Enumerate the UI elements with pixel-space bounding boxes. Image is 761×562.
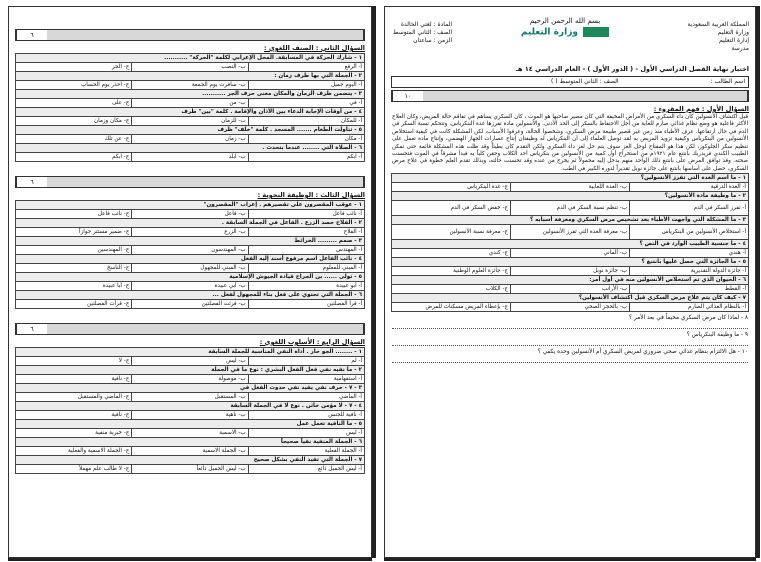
question-row [16, 126, 365, 135]
essay-questions [385, 315, 755, 363]
question-text: ٣ - صمم ......... الخرائط [16, 237, 365, 246]
answer-line[interactable] [392, 339, 748, 346]
question-text: ٤ - نائب الفاعل اسم مرفوع أسند إليه الفعل [16, 255, 365, 264]
question-text: ٦ - الجملة التي تحتوي على فعل بناء للمجهول لفعل ... [16, 291, 365, 300]
question-row [392, 192, 749, 201]
answer-choice-c[interactable]: ج- المهندسين [16, 246, 132, 255]
answer-choice-b[interactable]: ب- الأرانب [511, 285, 630, 294]
department-name: إدارة التعليم [719, 37, 749, 44]
answer-choice-c[interactable]: ج- الماضي والمستقبل [16, 393, 132, 402]
header-exam-info [393, 21, 452, 45]
answer-choice-b[interactable]: ب- أبي عبيدة [132, 282, 248, 291]
answer-row [16, 117, 365, 126]
answer-row [392, 249, 749, 258]
answer-choice-c[interactable]: ج- معرفة نسبة الأنسولين [392, 225, 511, 240]
score-value-2: ٦ [16, 30, 47, 40]
question-row [392, 258, 749, 267]
answer-choice-a[interactable]: أ- الماضي [248, 393, 364, 402]
answer-choice-b[interactable]: ب- جائزة نوبل [511, 267, 630, 276]
logo-icon [583, 27, 609, 37]
question-text: ٥ - تناولت الطعام ....... المسجد . كلمة "خلف" ظرف [16, 126, 365, 135]
answer-row [16, 264, 365, 273]
answer-choice-c[interactable]: ج- الناسخ [16, 264, 132, 273]
question-text: ٧ - الجملة التي تفيد النفي بشكل صحيح [16, 456, 365, 465]
answer-choice-c[interactable]: ج- الكلاب [392, 285, 511, 294]
question-row [392, 276, 749, 285]
score-box-4 [15, 323, 365, 335]
answer-choice-b[interactable]: ب- من [132, 99, 248, 108]
bismillah: بسم الله الرحمن الرحيم [529, 17, 601, 25]
answer-choice-c[interactable]: ج- ضمير مستتر جوازاً [16, 228, 132, 237]
answer-row [16, 465, 365, 474]
question-row [16, 366, 365, 375]
question-row [392, 240, 749, 249]
answer-choice-b[interactable]: ب- فاعل [132, 210, 248, 219]
question-text: ٣ - ما المشكلة التي واجهت الأطباء بعد تشخيص مرض السكري ومعرفة أسبابه ؟ [392, 216, 749, 225]
answer-choice-b[interactable]: ب- بالحجر الصحي [511, 303, 630, 312]
answer-choice-b[interactable]: ب- ابلد [132, 153, 248, 162]
question-row [16, 402, 365, 411]
exam-page-2 [8, 6, 372, 558]
answer-choice-a[interactable]: أ- مكان [248, 135, 364, 144]
answer-choice-a[interactable]: أ- قرأ الفصلتين [248, 300, 364, 309]
header-ministry-block [687, 21, 749, 53]
answer-choice-a[interactable]: أ- اليوم جميل [248, 81, 364, 90]
answer-row [16, 393, 365, 402]
answer-choice-c[interactable]: ج- كندي [392, 249, 511, 258]
question-text: ٤ - ٧ - لا مؤمن خائن . نوع لا في الجملة السابقة [16, 402, 365, 411]
answer-row [16, 246, 365, 255]
question-row [16, 384, 365, 393]
score-box-2 [15, 29, 365, 41]
class-field: الصف : الثاني المتوسط ( ) [551, 78, 619, 85]
question-text: ٥ - ما النافية تعمل عمل [16, 420, 365, 429]
answer-choice-a[interactable]: أ- لم [248, 357, 364, 366]
answer-choice-a[interactable]: أ- ابكم [248, 153, 364, 162]
answer-row [16, 135, 365, 144]
answer-choice-b[interactable]: ب- ليس الجميل ذائعاً [132, 465, 248, 474]
answer-choice-b[interactable]: ب- ليس [132, 357, 248, 366]
answer-choice-a[interactable]: أ- بالنظام الغذائي الصارم [630, 303, 749, 312]
section3-title: السؤال الثالث : الوظيفة النحوية : [257, 191, 365, 199]
question-text: ٢ - الجملة التي بها ظرف زمان : [16, 72, 365, 81]
question-text: ١ - عوقب المقصرون على تقصيرهم . إعراب "المقصرون" [16, 201, 365, 210]
answer-choice-a[interactable]: أ- ليس الجميل ذائع [248, 465, 364, 474]
grade-label: الصف : الثاني المتوسط [393, 29, 453, 36]
question-row [16, 273, 365, 282]
question-text: ٤ - من أوقات الإجابة الدعاء بين الأذان والإقامة . كلمة "بين" ظرف [16, 108, 365, 117]
answer-choice-a[interactable]: أ- القطط [630, 285, 749, 294]
answer-choice-c[interactable]: ج- لا طالب علم مهملاً [16, 465, 132, 474]
header-center [515, 17, 615, 37]
question-row [16, 108, 365, 117]
question-text: ٦ - الحيوان الذي تم استخلاص الأنسولين منه في أول أمر: [392, 276, 749, 285]
answer-choice-c[interactable]: ج- خبرية منفية [16, 429, 132, 438]
answer-row [16, 63, 365, 72]
question-row [16, 90, 365, 99]
score-value-3: ٦ [16, 177, 47, 187]
exam-title: اختبار نهاية الفصل الدراسي الأول - ( الدور الأول ) - العام الدراسي ١٤ هـ [515, 65, 749, 73]
answer-choice-a[interactable]: أ- المبني للمعلوم [248, 264, 364, 273]
answer-row [392, 285, 749, 294]
question-text: ٢ - ما وظيفة مادة الأنسولين؟ [392, 192, 749, 201]
question-text: ٣ - ٧ - حرف نفي يفيد نفي حدوث الفعل في [16, 384, 365, 393]
section4-table [15, 347, 365, 474]
answer-choice-b[interactable]: ب- المستقبل [132, 393, 248, 402]
question-row [16, 54, 365, 63]
answer-choice-a[interactable]: أ- ليس [248, 429, 364, 438]
answer-row [392, 183, 749, 192]
answer-choice-c[interactable]: ج- الجر [16, 63, 132, 72]
answer-row [16, 429, 365, 438]
essay-question: ٩ - ما وظيفة البنكرياس ؟ [686, 332, 748, 339]
answer-choice-a[interactable]: أ- أبو عبيدة [248, 282, 364, 291]
answer-choice-b[interactable]: ب- موصولة [132, 375, 248, 384]
answer-choice-b[interactable]: ب- سافرت يوم الجمعة [132, 81, 248, 90]
question-row [16, 219, 365, 228]
school-name: مدرسة [731, 45, 749, 52]
answer-choice-b[interactable]: ب- الغدة اللعابية [511, 183, 630, 192]
answer-choice-a[interactable]: أ- للمكان [248, 117, 364, 126]
answer-choice-a[interactable]: أ- استفهامية [248, 375, 364, 384]
question-text: ٥ - ما الجائزة التي حصل عليها بانتنغ ؟ [392, 258, 749, 267]
score-box-3 [15, 176, 365, 188]
student-info-box [391, 76, 749, 88]
section1-title: السؤال الأول : فهم المقروء : [653, 105, 749, 113]
answer-line[interactable] [392, 322, 748, 329]
exam-page-1 [384, 6, 756, 558]
answer-choice-c[interactable]: ج- الجملة الاسمية والفعلية [16, 447, 132, 456]
section4-title: السؤال الرابع : الأسلوب اللغوي : [259, 338, 365, 346]
question-row [16, 438, 365, 447]
reading-passage: قبل اكتشاف الأنسولين كان داء السكري من الأمراض المخيفة التي كان مصير صاحبها هو الموت ، كان السكري يساهم في تفاقم حالة المريض، وكان العلاج الأكثر فاعلية هو وضع نظام غذائي صارم للغاية من أجل الاحتفاظ بالسكر إلى الحد الأدنى. والأنسولين مادة تفرزها غدة البنكرياس، وتتحكم نسبة السكر في الدم في حال ارتفاعها. عرف الأطباء منذ زمن غير قصير طبيعة مرض السكري، وشخصوا الحالة، وعرفوا الأسباب، لكن المشكلة كانت في كيفية استخلاص الأنسولين من البنكرياس وكيفية تزويد المريض به لقد توصل العلماء إلى أن البنكرياس له وظيفتان إنتاج عصارات الجهاز الهضمي، وإنتاج مادة تعمل على تنظيم سكر الجلوكوز، لكن هذا هو المفتاح لوحل الغز سوف يتم حل لغز داء السكري ولكن التقدم كان بطيئاً وقد ظلت هذه المشكلة قائمة حتى تمكن الطبيب الكندي فريدريك بانتنغ عام ١٩٢١م من استخراج أول كمية من الأنسولين من بنكرياس أحد الكلاب وحقن كلباً به فبدأ مشرقاً في الموت فتحسنت صحته. وقد توافق المرض على بانتنغ ذلك الواحد منهم بدخل إليه محمولاً ثم يخرج من عنده وقد تحسنت حالته، وبذلك تقدم العلم خطوة في علاج مرض السكري، حصل على أساسها بانتنغ على جائزة نوبل تقديراً لدوره الكبير في الطب. [392, 114, 749, 172]
answer-choice-a[interactable]: أ- الغدة الدرقية [630, 183, 749, 192]
question-row [16, 420, 365, 429]
question-text: ٢ - ما نفيه نفي فعل الفعل البشري : نوع ما في الجملة [16, 366, 365, 375]
answer-row [16, 210, 365, 219]
answer-choice-b[interactable]: ب- زمان [132, 135, 248, 144]
answer-choice-c[interactable]: ج- نافية [16, 375, 132, 384]
answer-choice-a[interactable]: أ- الرفع [248, 63, 364, 72]
answer-choice-c[interactable]: ج- نائب فاعل [16, 210, 132, 219]
score-box [391, 90, 749, 102]
answer-choice-c[interactable]: ج- عن تلك [16, 135, 132, 144]
student-name-field: اسم الطالب : [710, 78, 745, 85]
answer-choice-a[interactable]: أ- في [248, 99, 364, 108]
answer-choice-b[interactable]: ب- ألماني [511, 249, 630, 258]
answer-choice-c[interactable]: ج- خفض السكر في الدم [392, 201, 511, 216]
answer-choice-c[interactable]: ج- غدة البنكرياس [392, 183, 511, 192]
answer-choice-b[interactable]: ب- للزمان [132, 117, 248, 126]
answer-choice-b[interactable]: ب- الجملة الاسمية [132, 447, 248, 456]
question-row [16, 255, 365, 264]
question-text: ٢ - الفلاح حصد الزرع . الفاعل في الجملة السابقة . [16, 219, 365, 228]
question-row [16, 291, 365, 300]
question-text: ٦ - الصلاة التي ........ عندما بتحدث . [16, 144, 365, 153]
answer-choice-a[interactable]: أ- هندي [630, 249, 749, 258]
kingdom-name: المملكة العربية السعودية [687, 21, 749, 28]
score-value-4: ٦ [16, 324, 47, 334]
answer-row [392, 201, 749, 216]
answer-row [16, 228, 365, 237]
answer-row [16, 81, 365, 90]
answer-choice-a[interactable]: أ- الجملة الفعلية [248, 447, 364, 456]
answer-choice-a[interactable]: أ- الفلاح [248, 228, 364, 237]
question-text: ٦ - الجملة المنفية نفياً صحيحاً [16, 438, 365, 447]
essay-question: ٨ - لماذا كان مرض السكري مخيفاً في بعد الأمر ؟ [629, 315, 748, 322]
answer-choice-c[interactable]: ج- احذر يوم الحساب [16, 81, 132, 90]
question-text: ٧ - كيف كان يتم علاج مرض السكري قبل اكتشاف الأنسولين؟ [392, 294, 749, 303]
question-row [16, 144, 365, 153]
ministry-name: وزارة التعليم [717, 29, 749, 36]
answer-choice-b[interactable]: ب- قرئت الفصلتين [132, 300, 248, 309]
answer-row [392, 267, 749, 276]
question-text: ١ - ........ الجو حار . أداة النفي المناسبة للجملة السابقة [16, 348, 365, 357]
question-row [16, 201, 365, 210]
answer-row [16, 447, 365, 456]
essay-question: ١٠ - هل الالتزام بنظام غذائي صحي ضروري لمريض السكري أم الأنسولين وحده يكفي ؟ [537, 349, 748, 356]
answer-choice-c[interactable]: ج- بإعطاء المريض مسكنات للمرض [392, 303, 511, 312]
answer-row [16, 282, 365, 291]
subject-label: المادة : لغتي الخالدة [400, 21, 453, 28]
answer-choice-a[interactable]: أ- استخلاص الأنسولين من البنكرياس [630, 225, 749, 240]
answer-choice-b[interactable]: ب- معرفة الغدة التي تفرز الأنسولين [511, 225, 630, 240]
answer-choice-c[interactable]: ج- جائزة العلوم الوطنية [392, 267, 511, 276]
section3-table [15, 200, 365, 309]
answer-choice-b[interactable]: ب- الاسمية [132, 429, 248, 438]
answer-choice-b[interactable]: ب- الزرع [132, 228, 248, 237]
answer-line[interactable] [392, 356, 748, 363]
question-text: ٤ - ما جنسية الطبيب الوارد في النص ؟ [392, 240, 749, 249]
answer-choice-c[interactable]: ج- ابكم [16, 153, 132, 162]
answer-choice-c[interactable]: ج- على [16, 99, 132, 108]
answer-choice-c[interactable]: ج- لا [16, 357, 132, 366]
answer-choice-c[interactable]: ج- قرأت الفصلتين [16, 300, 132, 309]
answer-row [16, 153, 365, 162]
question-text: ٣ - يتضمن ظرف الزمان والمكان معنى حرف الجر ........... [16, 90, 365, 99]
answer-choice-a[interactable]: أ- جائزة الدولة التقديرية [630, 267, 749, 276]
question-row [16, 237, 365, 246]
answer-choice-c[interactable]: ج- مكان وزمان [16, 117, 132, 126]
question-row [392, 294, 749, 303]
answer-row [16, 375, 365, 384]
question-text: ١ - شارك الحركة في المسابقة. المحل الإعرابي لكلمة "الحركة" ........... [16, 54, 365, 63]
answer-choice-b[interactable]: ب- ناهية [132, 411, 248, 420]
answer-row [16, 411, 365, 420]
answer-choice-b[interactable]: ب- المهندسون [132, 246, 248, 255]
question-row [392, 174, 749, 183]
answer-choice-a[interactable]: أ- نافية للجنس [248, 411, 364, 420]
answer-choice-b[interactable]: ب- تنظم نسبة السكر في الدم [511, 201, 630, 216]
page-header [385, 7, 755, 63]
ministry-logo [515, 27, 615, 37]
reading-questions-table [391, 173, 749, 312]
question-row [16, 348, 365, 357]
answer-choice-b[interactable]: ب- المبني للمجهول [132, 264, 248, 273]
answer-row [392, 225, 749, 240]
section2-title: السؤال الثاني : الصنف اللغوي : [263, 44, 365, 52]
answer-row [16, 300, 365, 309]
answer-row [16, 99, 365, 108]
answer-choice-c[interactable]: ج- أبا عبيدة [16, 282, 132, 291]
answer-choice-c[interactable]: ج- نافية [16, 411, 132, 420]
logo-text: وزارة التعليم [520, 27, 578, 38]
question-text: ٥ - تولى ...... بن الجراح قيادة الجيوش الإسلامية [16, 273, 365, 282]
answer-choice-b[interactable]: ب- النصب [132, 63, 248, 72]
score-value: ١٠ [392, 91, 423, 101]
question-row [16, 456, 365, 465]
question-text: ١ - ما اسم الغدة التي تفرز الأنسولين؟ [392, 174, 749, 183]
section2-table [15, 53, 365, 162]
answer-choice-a[interactable]: أ- تفرز السكر في الدم [630, 201, 749, 216]
time-label: الزمن : ساعتان [413, 37, 453, 44]
question-row [16, 72, 365, 81]
answer-choice-a[interactable]: أ- المهندس [248, 246, 364, 255]
answer-choice-a[interactable]: أ- نائب فاعل [248, 210, 364, 219]
answer-row [16, 357, 365, 366]
answer-row [392, 303, 749, 312]
question-row [392, 216, 749, 225]
